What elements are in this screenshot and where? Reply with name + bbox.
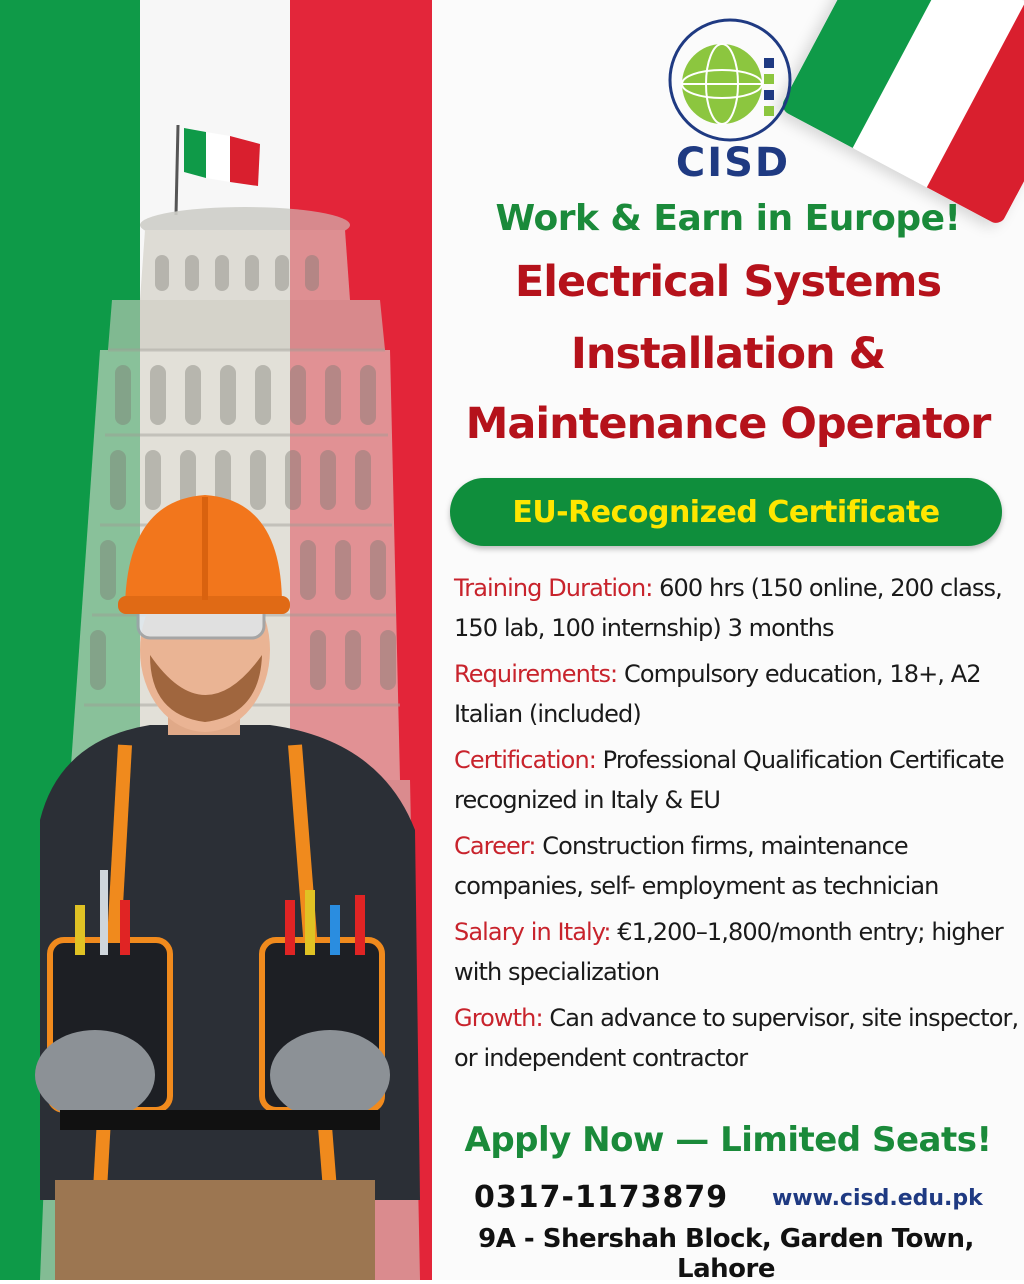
detail-value: Professional Qualification Certificate recognized in Italy & EU bbox=[454, 746, 1004, 814]
detail-label: Growth: bbox=[454, 1004, 543, 1032]
detail-label: Salary in Italy: bbox=[454, 918, 611, 946]
detail-growth bbox=[454, 998, 1019, 1078]
detail-value: 600 hrs (150 online, 200 class, 150 lab, 100 internship) 3 months bbox=[454, 574, 1002, 642]
course-details-list bbox=[454, 568, 1019, 1084]
certificate-badge bbox=[450, 478, 1002, 546]
course-title-line-3: Maintenance Operator bbox=[465, 399, 991, 449]
detail-label: Requirements: bbox=[454, 660, 618, 688]
detail-value: Compulsory education, 18+, A2 Italian (included) bbox=[454, 660, 981, 728]
italian-flag-corner bbox=[779, 0, 1024, 226]
detail-value: €1,200–1,800/month entry; higher with specialization bbox=[454, 918, 1003, 986]
course-title-line-2: Installation & bbox=[570, 329, 886, 379]
detail-label: Career: bbox=[454, 832, 536, 860]
tagline: Work & Earn in Europe! bbox=[495, 198, 961, 239]
detail-requirements bbox=[454, 654, 1019, 734]
hero-illustration bbox=[0, 0, 432, 1280]
detail-certification bbox=[454, 740, 1019, 820]
detail-label: Training Duration: bbox=[454, 574, 653, 602]
detail-career bbox=[454, 826, 1019, 906]
contact-address: 9A - Shershah Block, Garden Town, Lahore bbox=[478, 1224, 974, 1284]
detail-training-duration bbox=[454, 568, 1019, 648]
logo-wordmark: CISD bbox=[675, 140, 791, 186]
contact-website: www.cisd.edu.pk bbox=[772, 1186, 983, 1211]
certificate-badge-label: EU-Recognized Certificate bbox=[512, 494, 940, 530]
contact-phone: 0317-1173879 bbox=[474, 1180, 729, 1215]
course-title-line-1: Electrical Systems bbox=[514, 257, 942, 307]
detail-value: Can advance to supervisor, site inspector, or independent contractor bbox=[454, 1004, 1019, 1072]
detail-label: Certification: bbox=[454, 746, 596, 774]
detail-value: Construction firms, maintenance companies, self- employment as technician bbox=[454, 832, 939, 900]
apply-now-cta: Apply Now — Limited Seats! bbox=[464, 1120, 992, 1160]
detail-salary bbox=[454, 912, 1019, 992]
small-italian-flag-icon bbox=[176, 125, 260, 215]
